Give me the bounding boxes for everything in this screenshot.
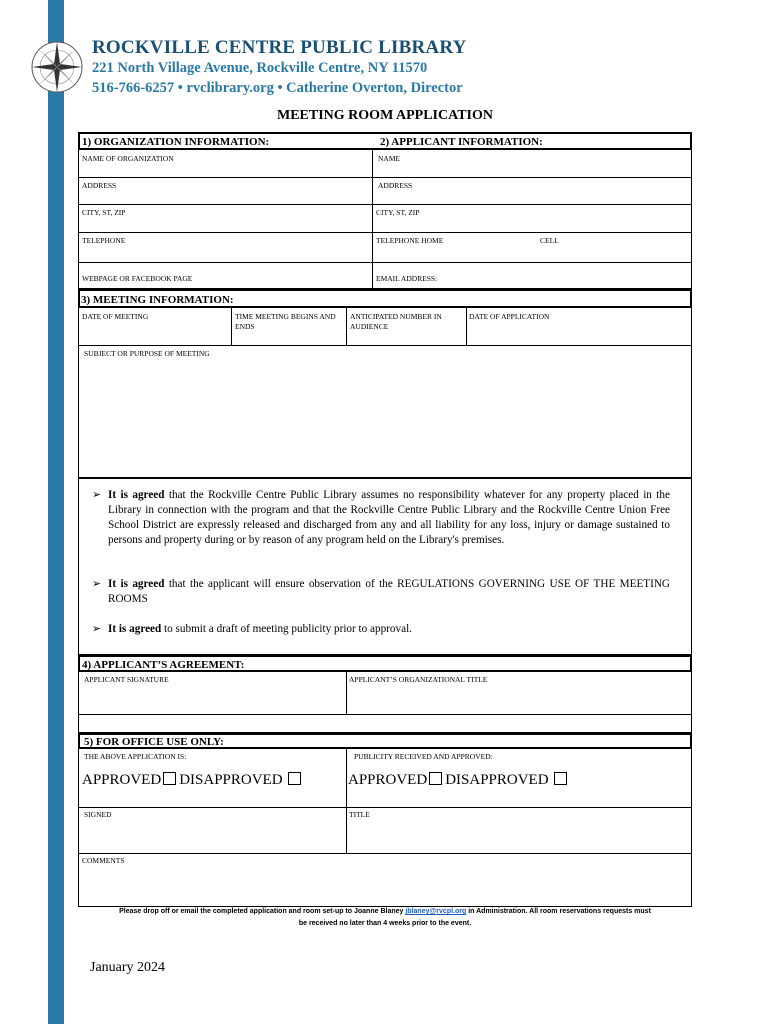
library-name: ROCKVILLE CENTRE PUBLIC LIBRARY: [92, 37, 467, 58]
divider: [78, 853, 692, 854]
library-address: 221 North Village Avenue, Rockville Centre, NY 11570: [92, 60, 428, 76]
org-address-label: ADDRESS: [82, 181, 117, 190]
signed-label: SIGNED: [84, 810, 112, 819]
publicity-disapproved-checkbox[interactable]: [554, 772, 567, 785]
title-label: TITLE: [349, 810, 370, 819]
library-contact: 516-766-6257 • rvclibrary.org • Catherine Overton, Director: [92, 80, 463, 96]
footer-email-link[interactable]: jblaney@rvcpl.org: [405, 908, 467, 915]
disapproved-label: DISAPPROVED: [179, 772, 283, 788]
publicity-approved-label: APPROVED: [348, 772, 428, 788]
time-meeting-label: TIME MEETING BEGINS AND ENDS: [235, 312, 336, 331]
org-title-label: APPLICANT’S ORGANIZATIONAL TITLE: [349, 675, 488, 684]
divider: [78, 204, 692, 205]
form-title: MEETING ROOM APPLICATION: [277, 108, 493, 123]
approved-checkbox[interactable]: [163, 772, 176, 785]
office-decision-left: [82, 772, 304, 789]
footer-part2: in Administration. All room reservations requests must: [466, 908, 651, 915]
agreement-3-text: to submit a draft of meeting publicity prior to approval.: [161, 623, 412, 635]
org-name-label: NAME OF ORGANIZATION: [82, 154, 174, 163]
divider: [78, 807, 692, 808]
comments-label: COMMENTS: [82, 856, 125, 865]
section-3-heading: 3) MEETING INFORMATION:: [81, 294, 234, 306]
publicity-label: PUBLICITY RECEIVED AND APPROVED:: [354, 752, 493, 761]
approved-label: APPROVED: [82, 772, 162, 788]
agreement-1-lead: It is agreed: [108, 489, 165, 501]
applicant-cell-label: CELL: [540, 236, 559, 245]
date-of-application-label: DATE OF APPLICATION: [469, 312, 550, 321]
agreement-2-lead: It is agreed: [108, 578, 165, 590]
divider: [346, 308, 347, 345]
divider: [372, 150, 373, 289]
applicant-telephone-label: TELEPHONE HOME: [376, 236, 444, 245]
footer-part1: Please drop off or email the completed application and room set-up to Joanne Blaney: [119, 908, 406, 915]
disapproved-checkbox[interactable]: [288, 772, 301, 785]
audience-label: ANTICIPATED NUMBER IN AUDIENCE: [350, 312, 442, 331]
applicant-city-label: CITY, ST, ZIP: [376, 208, 420, 217]
org-city-label: CITY, ST, ZIP: [82, 208, 126, 217]
footer-note: [80, 906, 690, 930]
office-decision-right: [348, 772, 570, 789]
footer-line2: be received no later than 4 weeks prior to the event.: [298, 920, 472, 927]
divider: [346, 672, 347, 714]
divider: [346, 749, 347, 853]
divider: [78, 177, 692, 178]
divider: [231, 308, 232, 345]
org-telephone-label: TELEPHONE: [82, 236, 126, 245]
compass-logo-icon: [30, 40, 84, 94]
side-stripe: [48, 0, 64, 1024]
section-4-heading: 4) APPLICANT’S AGREEMENT:: [82, 659, 245, 671]
agreement-2: ➢ It is agreed that the applicant will ensure observation of the REGULATIONS GOVERNING USE OF THE MEETING ROOMS: [92, 578, 670, 605]
agreement-3-lead: It is agreed: [108, 623, 162, 635]
subject-label: SUBJECT OR PURPOSE OF MEETING: [84, 349, 210, 358]
date-of-meeting-label: DATE OF MEETING: [82, 312, 149, 321]
divider: [78, 714, 692, 715]
agreement-2-text: that the applicant will ensure observation of the REGULATIONS GOVERNING USE OF THE MEETING ROOMS: [108, 578, 670, 605]
agreement-1: ➢ It is agreed that the Rockville Centre Public Library assumes no responsibility whatever for any property placed in the Library in connection with the program and that the Rockville Centre Public Library and the Rockville Centre Union Free School District are expressly released and discharged from any and all liability for any loss, injury or damage sustained to persons and property during or by reason of any program held on the Library's premises.: [92, 489, 670, 546]
agreement-1-text: that the Rockville Centre Public Library assumes no responsibility whatever for any property placed in the Library in connection with the program and that the Rockville Centre Public Library and the Rockville Centre Union Free School District are expressly released and discharged from any and all liability for any loss, injury or damage sustained to persons and property during or by reason of any program held on the Library's premises.: [108, 489, 670, 546]
section-5-heading: 5) FOR OFFICE USE ONLY:: [84, 736, 224, 748]
divider: [466, 308, 467, 345]
above-application-label: THE ABOVE APPLICATION IS:: [84, 752, 187, 761]
applicant-name-label: NAME: [378, 154, 401, 163]
org-webpage-label: WEBPAGE OR FACEBOOK PAGE: [82, 274, 193, 283]
divider: [78, 262, 692, 263]
section-2-heading: 2) APPLICANT INFORMATION:: [380, 136, 543, 148]
divider: [78, 345, 692, 346]
applicant-address-label: ADDRESS: [378, 181, 413, 190]
section-1-heading: 1) ORGANIZATION INFORMATION:: [82, 136, 270, 148]
agreement-3: ➢ It is agreed to submit a draft of meeting publicity prior to approval.: [92, 623, 412, 635]
applicant-signature-label: APPLICANT SIGNATURE: [84, 675, 169, 684]
publicity-approved-checkbox[interactable]: [429, 772, 442, 785]
applicant-email-label: EMAIL ADDRESS:: [376, 274, 438, 283]
document-date: January 2024: [90, 960, 166, 975]
divider: [78, 232, 692, 233]
publicity-disapproved-label: DISAPPROVED: [445, 772, 549, 788]
